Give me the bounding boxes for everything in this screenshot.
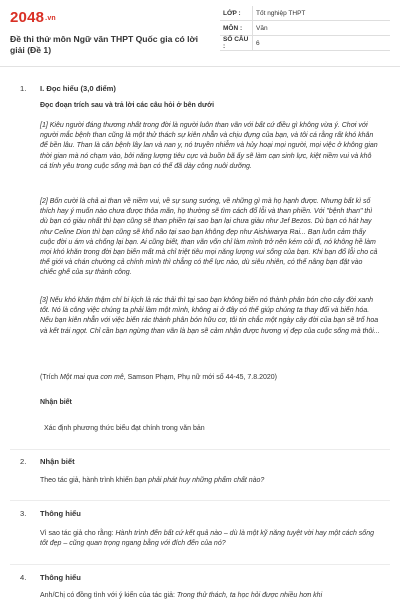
section-heading: I. Đọc hiểu (3,0 điểm) (40, 84, 116, 93)
page-header (0, 0, 400, 67)
question-text: Xác định phương thức biểu đạt chính trong văn bản (44, 425, 205, 432)
question-number: 4. (20, 573, 27, 582)
source-book: Một mai qua cơn mê (59, 374, 124, 381)
divider (10, 449, 390, 450)
question-prefix: Theo tác giả, hành trình khiến (40, 477, 135, 484)
question-number: 2. (20, 457, 27, 466)
question-italic: Trong thử thách, ta học hỏi được nhiều hơn khi (176, 592, 323, 599)
passage-source (40, 373, 380, 383)
meta-key: MÔN : (220, 21, 253, 36)
meta-row-question-count (220, 36, 390, 51)
document-title: Đề thi thử môn Ngữ văn THPT Quốc gia có lời giải (Đề 1) (10, 34, 199, 55)
source-suffix: , Samson Phạm, Phụ nữ mới số 44-45, 7.8.2020) (123, 374, 277, 381)
question-3 (20, 509, 382, 569)
question-italic: bạn phải phát huy những phẩm chất nào? (134, 477, 265, 484)
question-italic: Hành trình đến bất cứ kết quả nào – dù là một kỹ năng tuyệt vời hay một cách sống tốt đẹp – cũng quan trọng ngang bằng với đích đến của nó? (40, 530, 374, 548)
question-number: 3. (20, 509, 27, 518)
meta-key: LỚP : (220, 6, 253, 21)
question-number: 1. (20, 84, 27, 93)
question-text (40, 529, 380, 549)
question-text (40, 476, 380, 486)
meta-value: Văn (253, 21, 391, 36)
meta-row-subject (220, 21, 390, 36)
divider (10, 500, 390, 501)
logo-main: 2048 (10, 9, 45, 26)
question-4 (20, 573, 382, 600)
meta-key: SỐ CÂU : (220, 36, 253, 51)
document-meta-table (220, 6, 390, 51)
logo-suffix: .vn (45, 15, 56, 22)
meta-value: Tốt nghiệp THPT (253, 6, 391, 21)
section-heading: Nhận biết (40, 457, 75, 466)
source-prefix: (Trích (40, 374, 60, 381)
passage-paragraph-1: [1] Kiêu người đáng thương nhất trong đời là người luôn than vãn với bất cứ điều gì không vừa ý. Chơi với người mắc bệnh than cũng là một thử thách sự kiên nhẫn và chịu đựng của bạn, và tôi cá rằng rất khó khăn để bền lâu. Than là căn bệnh lây lan và nan y, nó truyền nhiễm và hủy hoại mọi người, mọi việc ở không gian thời gian mà nó chạm vào, bởi năng lượng tiêu cực và buồn bã ấy sẽ làm cạn sinh lực, kiệt niềm vui và khô cá tính yêu trong cuộc sống mà bạn có thể đã dày công nuôi dưỡng. (40, 122, 378, 170)
meta-value: 6 (253, 36, 391, 51)
section-heading: Thông hiểu (40, 573, 81, 582)
passage-paragraph-2: [2] Bốn cười là chả ai than về niềm vui, về sự sung sướng, về những gì mà họ hạnh được. Nhưng bất kì số thích hay ý muốn nào chưa được thỏa mãn, họ thường sẽ tìm cách đổ lỗi và than phiền. Với "bệnh than" thì dù bạn có giàu nhất thì bạn cũng sẽ than phiền tại sao bạn lại chưa giàu như Jef Bezos. Dù bạn có hát hay như Celine Dion thì bạn cũng sẽ khổ não tại sao bạn không đẹp như Aishiwarya Rai... Bạn luôn cảm thấy cuộc đời u ám và chống lại bạn. Ai cũng biết, than vãn vốn chỉ làm mình trở nên kém cỏi đi, nó không hề làm mọi khó khăn trong đời bạn biến mất mà chỉ triệt tiêu mọi năng lượng vui sống của bạn. Khi bạn đổ lỗi cho cả thế giới và chán chường cả chính mình thì chẳng có thể lực nào, dù siêu nhiên, có thể nâng bạn đặt vào chiếc ghế của sự thành công. (40, 198, 378, 277)
site-logo[interactable] (10, 9, 56, 26)
divider (10, 564, 390, 565)
question-text (40, 591, 380, 600)
meta-row-class (220, 6, 390, 21)
question-prefix: Vì sao tác giả cho rằng: (40, 530, 116, 537)
reading-instruction: Đọc đoạn trích sau và trả lời các câu hỏi ở bên dưới (40, 102, 215, 109)
question-content (0, 66, 400, 600)
passage-paragraph-3: [3] Nếu khó khăn thậm chí bi kịch là rác thải thì tại sao bạn không biến nó thành phân bón cho cây đời xanh tốt. Nó là công việc chúng ta phải làm một mình, không ai ở đây có thể giúp chúng ta thay đổi và biến hóa. Nếu bạn kiên nhẫn với việc biến rác thành phân bón hữu cơ, tôi tin chắc một ngày cây đời của bạn sẽ trổ hoa và kết trái ngọt. Chỉ cần bạn ngừng than vãn là bạn sẽ cảm nhận được hương vị đẹp của cuộc sống mà thôi... (40, 297, 380, 335)
question-1 (20, 84, 382, 484)
section-heading: Thông hiểu (40, 509, 81, 518)
level-label: Nhận biết (40, 399, 72, 406)
question-prefix: Anh/Chị có đồng tình với ý kiến của tác giả: (40, 592, 177, 599)
